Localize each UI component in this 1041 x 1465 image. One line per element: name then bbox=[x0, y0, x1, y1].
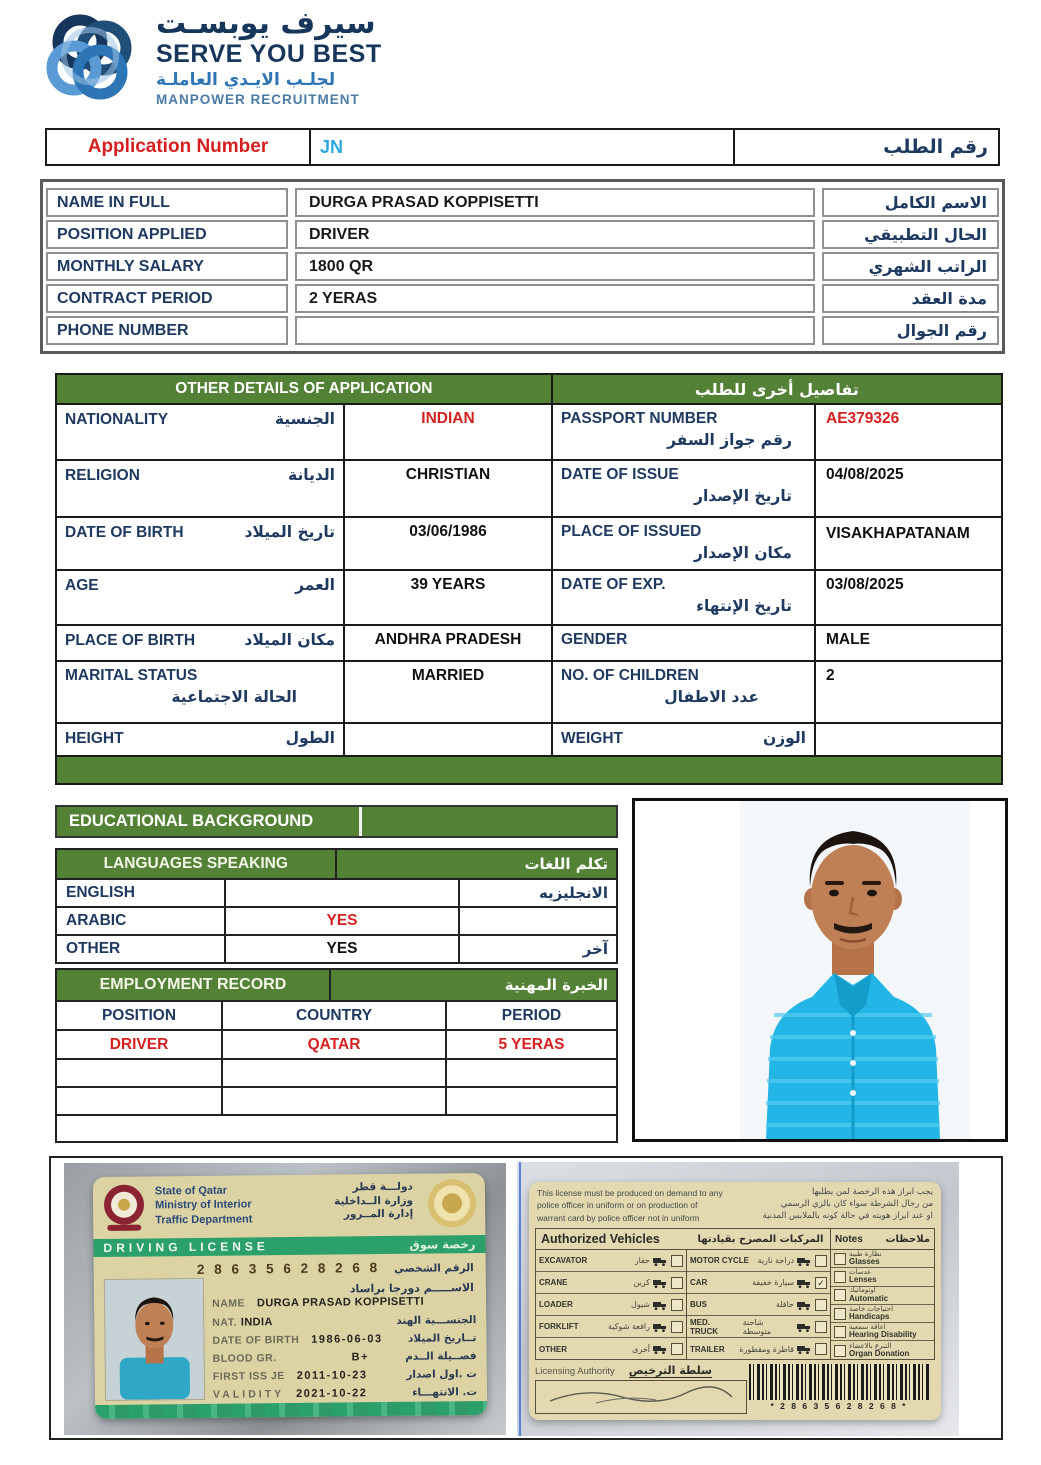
vehicle-name-arabic: كرين bbox=[633, 1278, 650, 1287]
contract-label-arabic: مدة العقد bbox=[822, 284, 999, 313]
ministry-of-interior: Ministry of Interior bbox=[154, 1198, 252, 1212]
vehicle-icon bbox=[653, 1256, 668, 1266]
salary-label-arabic: الراتب الشهري bbox=[822, 252, 999, 281]
personal-number-label-arabic: الرقم الشخصي bbox=[394, 1262, 474, 1275]
weight-label-arabic: الوزن bbox=[762, 729, 806, 747]
licensing-authority-label: Licensing Authority bbox=[535, 1366, 615, 1377]
driving-license-back bbox=[529, 1182, 941, 1420]
note-english: Hearing Disability bbox=[849, 1330, 917, 1340]
notes-column bbox=[830, 1250, 934, 1360]
notice-english: This license must be produced on demand to any police officer in uniform or on production of warrant card by police officer not in uniform bbox=[537, 1188, 723, 1223]
ministry-of-interior-arabic: وزارة الــداخلية bbox=[333, 1194, 414, 1208]
vehicle-row bbox=[536, 1294, 686, 1316]
vehicle-checkbox bbox=[671, 1343, 683, 1355]
signature-icon bbox=[536, 1381, 744, 1411]
license-photos-section bbox=[49, 1156, 1003, 1440]
children-value: 2 bbox=[814, 662, 1001, 722]
languages-title-arabic: تكلم اللغات bbox=[524, 855, 608, 873]
table-row-empty bbox=[57, 1058, 616, 1086]
vehicle-row bbox=[536, 1272, 686, 1294]
other-details-title-arabic: تفاصيل أخرى للطلب bbox=[694, 379, 859, 399]
name-field-value: DURGA PRASAD KOPPISETTI bbox=[256, 1295, 425, 1310]
place-of-issue-label: PLACE OF ISSUED bbox=[561, 523, 702, 540]
position-value: DRIVER bbox=[295, 220, 815, 249]
table-row-empty bbox=[57, 1086, 616, 1114]
vehicle-name: MED. TRUCK bbox=[690, 1317, 718, 1336]
note-arabic: نظارة طبية bbox=[849, 1249, 882, 1258]
blood-field-label: BLOOD GR. bbox=[212, 1352, 277, 1365]
license-header-arabic bbox=[334, 1181, 413, 1223]
vehicle-name: MOTOR CYCLE bbox=[690, 1256, 749, 1265]
vehicle-row bbox=[687, 1338, 830, 1360]
religion-value: CHRISTIAN bbox=[343, 461, 551, 516]
employment-position-value: DRIVER bbox=[109, 1035, 169, 1053]
phone-label: PHONE NUMBER bbox=[46, 316, 288, 345]
vehicle-icon bbox=[653, 1344, 668, 1354]
notes-title: Notes bbox=[835, 1233, 863, 1245]
tagline-arabic: لجلـب الايـدي العاملـة bbox=[156, 70, 336, 91]
vehicle-name-arabic: دراجة نارية bbox=[757, 1256, 794, 1265]
dob-field-label: DATE OF BIRTH bbox=[212, 1333, 300, 1347]
vehicle-row bbox=[687, 1294, 830, 1316]
english-label-arabic: الانجليزيه bbox=[538, 884, 608, 902]
vehicle-checkbox bbox=[671, 1277, 683, 1289]
license-first-issue-row bbox=[213, 1368, 477, 1383]
employment-header bbox=[57, 970, 616, 1000]
date-of-birth-label: DATE OF BIRTH bbox=[65, 524, 184, 541]
educational-background-title: EDUCATIONAL BACKGROUND bbox=[69, 812, 314, 830]
license-name-row bbox=[212, 1295, 476, 1310]
vehicle-icon bbox=[653, 1322, 668, 1332]
note-row bbox=[831, 1323, 934, 1341]
license-notice bbox=[537, 1187, 933, 1224]
table-row bbox=[46, 316, 999, 345]
license-name-arabic: الاســـــم دورجا براساد bbox=[349, 1281, 474, 1296]
blood-field-arabic: فصــيلة الــدم bbox=[405, 1350, 477, 1363]
vehicle-name-arabic: سيارة خفيفة bbox=[752, 1278, 794, 1287]
application-number-value: JN bbox=[311, 130, 735, 164]
note-checkbox bbox=[834, 1289, 846, 1301]
arabic-value: YES bbox=[224, 908, 460, 934]
first-issue-value: 2011-10-23 bbox=[296, 1369, 368, 1382]
languages-header bbox=[57, 850, 616, 878]
license-blood-row bbox=[213, 1350, 477, 1365]
vehicle-name: EXCAVATOR bbox=[539, 1256, 588, 1265]
state-of-qatar-arabic: دولـــة قطر bbox=[352, 1180, 413, 1194]
vehicle-name-arabic: رافعة شوكية bbox=[608, 1322, 650, 1331]
applicant-photo bbox=[632, 798, 1008, 1142]
license-back-photo bbox=[517, 1162, 959, 1436]
arabic-label-arabic bbox=[460, 908, 616, 934]
other-details-header bbox=[57, 375, 1001, 403]
employment-record-table bbox=[55, 968, 618, 1143]
vehicle-icon bbox=[797, 1300, 812, 1310]
vehicle-name-arabic: حفار bbox=[634, 1256, 650, 1265]
driving-license-title-bar bbox=[93, 1235, 485, 1257]
vehicle-row bbox=[536, 1250, 686, 1272]
brand-arabic: سيرف يوبسـت bbox=[156, 5, 376, 41]
height-label: HEIGHT bbox=[65, 730, 124, 747]
vehicle-icon bbox=[797, 1278, 812, 1288]
nationality-label-arabic: الجنسية bbox=[274, 410, 335, 428]
contract-label: CONTRACT PERIOD bbox=[46, 284, 288, 313]
note-row bbox=[831, 1250, 934, 1268]
date-of-issue-label: DATE OF ISSUE bbox=[561, 466, 679, 483]
educational-background-header bbox=[55, 805, 618, 838]
period-column-header: PERIOD bbox=[445, 1002, 616, 1029]
vehicle-checkbox bbox=[815, 1255, 827, 1267]
license-portrait-photo bbox=[104, 1278, 205, 1401]
vehicle-name-arabic: أخرى bbox=[632, 1344, 650, 1354]
table-row bbox=[57, 624, 1001, 660]
barcode bbox=[749, 1364, 929, 1400]
date-of-birth-label-arabic: تاريخ الميلاد bbox=[244, 523, 335, 541]
table-row bbox=[57, 878, 616, 906]
date-of-birth-value: 03/06/1986 bbox=[343, 518, 551, 569]
dob-field-value: 1986-06-03 bbox=[311, 1333, 383, 1346]
gender-value: MALE bbox=[814, 626, 1001, 660]
employment-title: EMPLOYMENT RECORD bbox=[57, 970, 331, 1000]
vehicle-checkbox bbox=[671, 1321, 683, 1333]
religion-label: RELIGION bbox=[65, 467, 140, 484]
table-row bbox=[57, 722, 1001, 755]
first-issue-arabic: ت .اول اصدار bbox=[406, 1368, 477, 1381]
contract-value: 2 YERAS bbox=[295, 284, 815, 313]
table-row bbox=[57, 569, 1001, 624]
vehicle-icon bbox=[797, 1256, 812, 1266]
traffic-department-arabic: إدارة المــرور bbox=[343, 1207, 414, 1221]
table-row bbox=[57, 906, 616, 934]
personal-number-row bbox=[197, 1259, 474, 1277]
english-value bbox=[224, 880, 460, 906]
qatar-emblem-icon bbox=[101, 1182, 148, 1237]
nat-field-label: NAT. bbox=[212, 1316, 237, 1329]
knot-logo-icon bbox=[38, 4, 144, 110]
blood-field-value: B+ bbox=[351, 1351, 370, 1364]
nat-field-arabic: الجنســـية الهند bbox=[396, 1314, 477, 1327]
date-of-exp-label: DATE OF EXP. bbox=[561, 576, 666, 593]
place-of-birth-label: PLACE OF BIRTH bbox=[65, 632, 196, 649]
position-label-arabic: الحال التطبيقي bbox=[822, 220, 999, 249]
authorized-vehicles-header bbox=[536, 1229, 934, 1250]
phone-value bbox=[295, 316, 815, 345]
passport-label-arabic: رقم جواز السفر bbox=[667, 431, 792, 449]
note-checkbox bbox=[834, 1345, 846, 1357]
religion-label-arabic: الديانة bbox=[288, 466, 335, 484]
note-checkbox bbox=[834, 1326, 846, 1338]
table-row bbox=[46, 188, 999, 217]
note-arabic: اعاقة سمعية bbox=[849, 1322, 886, 1331]
languages-title: LANGUAGES SPEAKING bbox=[57, 850, 337, 878]
height-value bbox=[343, 724, 551, 755]
vehicle-row bbox=[687, 1272, 830, 1294]
vehicle-name-arabic: شيول bbox=[630, 1300, 650, 1309]
name-label: NAME IN FULL bbox=[46, 188, 288, 217]
authorized-vehicles-title-arabic: المركبات المصرح بقيادتها bbox=[697, 1233, 824, 1245]
vehicle-icon bbox=[653, 1300, 668, 1310]
age-label-arabic: العمر bbox=[295, 576, 335, 594]
salary-label: MONTHLY SALARY bbox=[46, 252, 288, 281]
note-row bbox=[831, 1341, 934, 1359]
note-checkbox bbox=[834, 1271, 846, 1283]
passport-label: PASSPORT NUMBER bbox=[561, 410, 718, 427]
barcode-number: * 2 8 6 3 5 6 2 8 2 6 8 * bbox=[770, 1401, 908, 1411]
marital-status-value: MARRIED bbox=[343, 662, 551, 722]
driving-license-title-arabic: رخصة سوق bbox=[409, 1237, 476, 1252]
driving-license-front bbox=[93, 1173, 488, 1419]
company-logo bbox=[38, 4, 382, 110]
other-language-value: YES bbox=[224, 936, 460, 962]
place-of-issue-label-arabic: مكان الإصدار bbox=[693, 544, 792, 562]
note-checkbox bbox=[834, 1308, 846, 1320]
vehicle-icon bbox=[653, 1278, 668, 1288]
nationality-value: INDIAN bbox=[343, 405, 551, 459]
phone-label-arabic: رقم الجوال bbox=[822, 316, 999, 345]
other-details-table bbox=[55, 373, 1003, 785]
nationality-label: NATIONALITY bbox=[65, 411, 169, 428]
place-of-birth-label-arabic: مكان الميلاد bbox=[244, 631, 335, 649]
nat-field-value: INDIA bbox=[240, 1316, 273, 1329]
passport-value: AE379326 bbox=[814, 405, 1001, 459]
name-value: DURGA PRASAD KOPPISETTI bbox=[295, 188, 815, 217]
table-row bbox=[57, 516, 1001, 569]
vehicle-row bbox=[536, 1316, 686, 1338]
vehicle-icon bbox=[797, 1322, 812, 1332]
application-number-label: Application Number bbox=[47, 130, 311, 164]
marital-status-label: MARITAL STATUS bbox=[65, 667, 198, 684]
vehicle-checkbox: ✓ bbox=[815, 1277, 827, 1289]
employment-country-value: QATAR bbox=[221, 1031, 445, 1058]
table-row bbox=[46, 252, 999, 281]
note-english: Automatic bbox=[849, 1293, 889, 1303]
vehicles-middle-column bbox=[686, 1250, 830, 1360]
table-row bbox=[57, 459, 1001, 516]
note-row bbox=[831, 1305, 934, 1323]
green-pattern-strip bbox=[95, 1401, 487, 1419]
notice-arabic: يجب ابراز هذه الرخصة لمن يطلبها من رجال الشرطة سواء كان بالزي الرسمي او عند ابراز هويته في حالة كونه بالملابس المدنية bbox=[762, 1187, 933, 1221]
vehicle-row bbox=[687, 1316, 830, 1338]
salary-value: 1800 QR bbox=[295, 252, 815, 281]
license-validity-row bbox=[213, 1386, 477, 1401]
english-label: ENGLISH bbox=[66, 884, 135, 901]
name-field-label: NAME bbox=[212, 1297, 246, 1310]
portrait-photo bbox=[705, 801, 1005, 1139]
vehicles-left-column bbox=[536, 1250, 686, 1360]
position-label: POSITION APPLIED bbox=[46, 220, 288, 249]
note-row bbox=[831, 1287, 934, 1305]
validity-value: 2021-10-22 bbox=[296, 1387, 368, 1400]
driving-license-title: DRIVING LICENSE bbox=[103, 1239, 269, 1255]
authorized-vehicles-table bbox=[535, 1228, 935, 1360]
vehicle-name-arabic: قاطرة ومقطورة bbox=[739, 1344, 794, 1354]
application-number-label-arabic: رقم الطلب bbox=[883, 136, 988, 158]
validity-label: VALIDITY bbox=[212, 1388, 285, 1401]
vehicle-checkbox bbox=[815, 1343, 827, 1355]
vehicle-name: CRANE bbox=[539, 1278, 568, 1287]
date-of-exp-value: 03/08/2025 bbox=[814, 571, 1001, 624]
arabic-label: ARABIC bbox=[66, 912, 127, 929]
table-row bbox=[57, 403, 1001, 459]
table-row bbox=[57, 1029, 616, 1058]
license-front-photo bbox=[64, 1163, 506, 1435]
note-arabic: التبرع بالاعضاء bbox=[849, 1341, 892, 1350]
traffic-department: Traffic Department bbox=[155, 1212, 253, 1227]
license-dob-row bbox=[212, 1332, 476, 1347]
note-english: Handicaps bbox=[849, 1312, 890, 1322]
table-row-empty-full bbox=[57, 1114, 616, 1141]
brand-english: SERVE YOU BEST bbox=[156, 40, 382, 69]
children-label: NO. OF CHILDREN bbox=[561, 667, 699, 684]
licensing-authority bbox=[535, 1364, 712, 1378]
employment-title-arabic: الخبرة المهنية bbox=[504, 976, 608, 994]
age-label: AGE bbox=[65, 577, 99, 594]
license-nationality-row bbox=[212, 1314, 476, 1329]
vehicle-icon bbox=[797, 1344, 812, 1354]
license-header-english bbox=[155, 1183, 253, 1227]
note-arabic: اوتوماتيك bbox=[849, 1286, 876, 1295]
tagline-english: MANPOWER RECRUITMENT bbox=[156, 92, 360, 108]
note-english: Lenses bbox=[849, 1275, 877, 1285]
marital-status-label-arabic: الحالة الاجتماعية bbox=[171, 688, 297, 706]
notes-title-arabic: ملاحظات bbox=[885, 1233, 930, 1245]
vehicle-name: BUS bbox=[690, 1300, 707, 1309]
note-arabic: عدسات bbox=[849, 1268, 872, 1277]
weight-label: WEIGHT bbox=[561, 730, 623, 747]
vehicle-row bbox=[687, 1250, 830, 1272]
table-row bbox=[46, 220, 999, 249]
main-info-table bbox=[40, 179, 1005, 354]
employment-period-value: 5 YERAS bbox=[445, 1031, 616, 1058]
table-row bbox=[46, 284, 999, 313]
note-arabic: احتياجات خاصة bbox=[849, 1304, 894, 1313]
other-details-title: OTHER DETAILS OF APPLICATION bbox=[57, 375, 553, 403]
divider bbox=[359, 807, 362, 836]
vehicle-checkbox bbox=[815, 1321, 827, 1333]
other-language-label-arabic: آخر bbox=[582, 940, 608, 958]
date-of-issue-value: 04/08/2025 bbox=[814, 461, 1001, 516]
vehicle-name: LOADER bbox=[539, 1300, 573, 1309]
vehicle-name-arabic: شاحنة متوسطة bbox=[742, 1317, 772, 1336]
green-footer-bar bbox=[57, 755, 1001, 783]
note-checkbox bbox=[834, 1253, 846, 1265]
state-of-qatar: State of Qatar bbox=[154, 1184, 228, 1198]
height-label-arabic: الطول bbox=[285, 729, 335, 747]
table-row bbox=[57, 660, 1001, 722]
vehicle-name: OTHER bbox=[539, 1344, 567, 1354]
date-of-issue-label-arabic: تاريخ الإصدار bbox=[694, 487, 792, 505]
vehicle-name: TRAILER bbox=[690, 1344, 725, 1354]
application-number-row bbox=[45, 128, 1000, 166]
vehicle-checkbox bbox=[671, 1255, 683, 1267]
validity-arabic: ت. الانتهـــاء bbox=[412, 1386, 478, 1399]
date-of-exp-label-arabic: تاريخ الإنتهاء bbox=[696, 597, 792, 615]
vehicle-checkbox bbox=[671, 1299, 683, 1311]
vehicle-name-arabic: حافلة bbox=[775, 1300, 794, 1309]
name-label-arabic: الاسم الكامل bbox=[822, 188, 999, 217]
country-column-header: COUNTRY bbox=[221, 1002, 445, 1029]
position-column-header: POSITION bbox=[101, 1006, 177, 1024]
vehicle-name: FORKLIFT bbox=[539, 1322, 579, 1331]
vehicle-name: CAR bbox=[690, 1278, 708, 1287]
vehicle-row bbox=[536, 1338, 686, 1360]
vehicle-checkbox bbox=[815, 1299, 827, 1311]
notes-header bbox=[830, 1229, 934, 1249]
languages-table bbox=[55, 848, 618, 964]
note-row bbox=[831, 1268, 934, 1286]
place-of-birth-value: ANDHRA PRADESH bbox=[343, 626, 551, 660]
note-english: Glasses bbox=[849, 1257, 880, 1267]
dob-field-arabic: تــاريخ الميلاد bbox=[407, 1332, 477, 1345]
other-language-label: OTHER bbox=[66, 940, 121, 957]
employment-column-headers bbox=[57, 1000, 616, 1029]
licensing-authority-arabic: سلطة الترخيص bbox=[628, 1364, 712, 1377]
note-english: Organ Donation bbox=[849, 1349, 910, 1359]
gcc-emblem-icon bbox=[427, 1178, 478, 1234]
signature-box bbox=[535, 1380, 747, 1414]
age-value: 39 YEARS bbox=[343, 571, 551, 624]
first-issue-label: FIRST ISS JE bbox=[212, 1370, 285, 1383]
authorized-vehicles-title: Authorized Vehicles bbox=[541, 1232, 660, 1246]
children-label-arabic: عدد الاطفال bbox=[664, 688, 759, 706]
gender-label: GENDER bbox=[561, 631, 628, 648]
personal-number: 2 8 6 3 5 6 2 8 2 6 8 bbox=[196, 1260, 381, 1277]
place-of-issue-value: VISAKHAPATANAM bbox=[814, 518, 1001, 569]
table-row bbox=[57, 934, 616, 962]
weight-value bbox=[814, 724, 1001, 755]
